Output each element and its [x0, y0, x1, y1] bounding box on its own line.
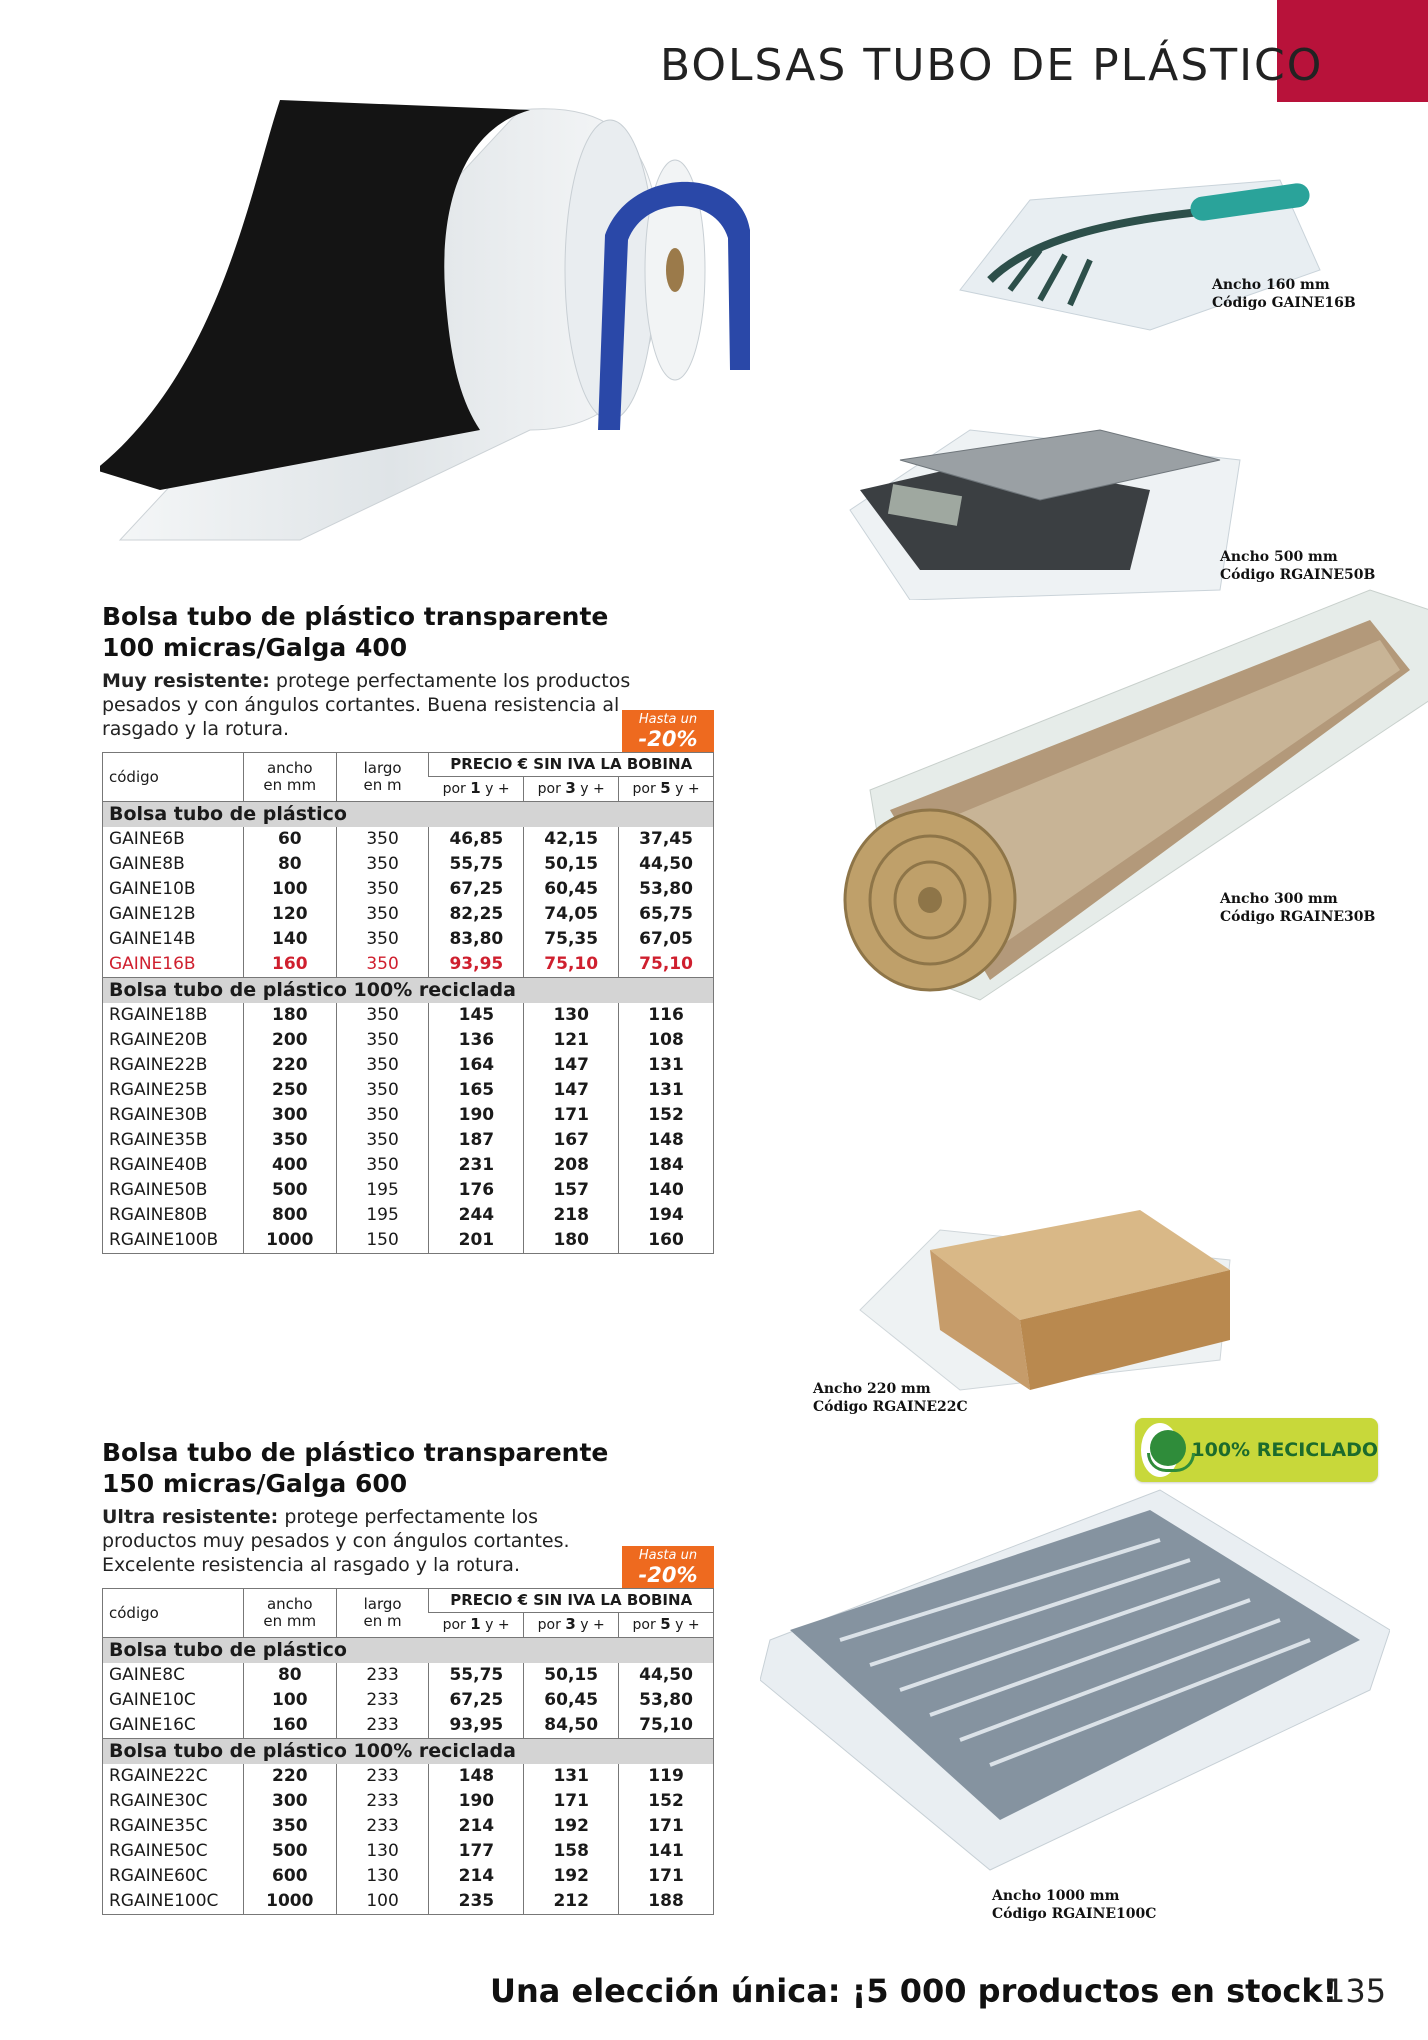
- table-cell: GAINE16C: [109, 1715, 196, 1735]
- table-row: [103, 1103, 714, 1128]
- table-cell: 130: [336, 1839, 429, 1864]
- table-row: [103, 902, 714, 927]
- plastic-roll-image: [100, 70, 760, 570]
- table-cell: 100: [243, 877, 336, 902]
- scale-bag-image: [820, 370, 1270, 600]
- table-cell: 190: [429, 1789, 524, 1814]
- section1-promo-badge: Hasta un -20%: [622, 710, 714, 752]
- table-cell: 233: [336, 1764, 429, 1789]
- table-cell: 37,45: [619, 827, 714, 852]
- table-row: [103, 1228, 714, 1254]
- table-cell: 80: [243, 852, 336, 877]
- table-cell: 44,50: [619, 852, 714, 877]
- table-cell: 192: [524, 1864, 619, 1889]
- table-cell: 131: [524, 1764, 619, 1789]
- table-cell: RGAINE20B: [109, 1030, 208, 1050]
- table-cell: GAINE8B: [109, 854, 185, 874]
- table-cell: 220: [243, 1053, 336, 1078]
- table-cell: 176: [429, 1178, 524, 1203]
- table-cell: 300: [243, 1789, 336, 1814]
- table-cell: 116: [619, 1003, 714, 1028]
- col-price-1: por 1 y +: [442, 779, 510, 797]
- table-cell: 50,15: [524, 1663, 619, 1688]
- table-cell: 120: [243, 902, 336, 927]
- table-row: [103, 1078, 714, 1103]
- wood-blocks-bag-image: [850, 1190, 1250, 1400]
- table-row: [103, 1889, 714, 1915]
- table-cell: 145: [429, 1003, 524, 1028]
- table-group-row: [103, 978, 714, 1004]
- table-cell: 147: [524, 1053, 619, 1078]
- section2-description: Ultra resistente: protege perfectamente los productos muy pesados y con ángulos cortantes. Excelente resistencia al rasgado y la rotura.: [102, 1506, 570, 1576]
- table-row: [103, 1789, 714, 1814]
- table-cell: 218: [524, 1203, 619, 1228]
- table-cell: 1000: [243, 1889, 336, 1915]
- section1-description: Muy resistente: protege perfectamente los productos pesados y con ángulos cortantes. Buena resistencia al rasgado y la rotura.: [102, 670, 631, 740]
- table-cell: 350: [336, 1153, 429, 1178]
- table-cell: 67,25: [429, 877, 524, 902]
- table-cell: 220: [243, 1764, 336, 1789]
- table-cell: 214: [429, 1814, 524, 1839]
- table-row: [103, 927, 714, 952]
- table-group-label: Bolsa tubo de plástico 100% reciclada: [103, 978, 714, 1004]
- table-cell: RGAINE60C: [109, 1866, 208, 1886]
- caption-tray: Ancho 1000 mm Código RGAINE100C: [992, 1888, 1157, 1922]
- table-group-row: [103, 1638, 714, 1664]
- table-cell: 60: [243, 827, 336, 852]
- col-price: PRECIO € SIN IVA LA BOBINA: [429, 753, 714, 777]
- table-cell: 75,10: [619, 1713, 714, 1739]
- col-price-3: por 3 y +: [524, 777, 619, 802]
- table-cell: 148: [429, 1764, 524, 1789]
- table-cell: 136: [429, 1028, 524, 1053]
- table-row: [103, 952, 714, 978]
- table-row: [103, 1203, 714, 1228]
- table-cell: 150: [336, 1228, 429, 1254]
- table-cell: 80: [243, 1663, 336, 1688]
- col-price-3: por 3 y +: [524, 1613, 619, 1638]
- table-cell: 131: [619, 1053, 714, 1078]
- table-cell: 500: [243, 1178, 336, 1203]
- table-cell: 195: [336, 1203, 429, 1228]
- table-cell: 55,75: [429, 852, 524, 877]
- table-row: [103, 1814, 714, 1839]
- col-code: código: [109, 1603, 159, 1622]
- table-cell: 192: [524, 1814, 619, 1839]
- table-cell: GAINE12B: [109, 904, 196, 924]
- table-cell: 131: [619, 1078, 714, 1103]
- table-cell: 44,50: [619, 1663, 714, 1688]
- table-cell: 148: [619, 1128, 714, 1153]
- table-cell: 60,45: [524, 877, 619, 902]
- table-cell: RGAINE40B: [109, 1155, 208, 1175]
- table-cell: 75,10: [619, 952, 714, 978]
- table-cell: 190: [429, 1103, 524, 1128]
- recycled-badge-text: 100% RECICLADO: [1191, 1439, 1378, 1461]
- table-cell: 152: [619, 1789, 714, 1814]
- table-cell: 140: [243, 927, 336, 952]
- table-cell: 350: [336, 1078, 429, 1103]
- table-cell: 177: [429, 1839, 524, 1864]
- table-cell: 350: [336, 1028, 429, 1053]
- table-cell: 171: [619, 1814, 714, 1839]
- table-row: [103, 1839, 714, 1864]
- section1-title-line1: Bolsa tubo de plástico transparente: [102, 602, 609, 631]
- table-cell: 75,35: [524, 927, 619, 952]
- table-row: [103, 1764, 714, 1789]
- table-cell: 350: [336, 1003, 429, 1028]
- table-cell: 93,95: [429, 952, 524, 978]
- metal-tray-bag-image: [760, 1480, 1390, 1880]
- table-cell: 60,45: [524, 1688, 619, 1713]
- table-cell: 100: [336, 1889, 429, 1915]
- table-cell: 108: [619, 1028, 714, 1053]
- table-cell: 350: [336, 1103, 429, 1128]
- table-cell: 233: [336, 1814, 429, 1839]
- table-cell: 46,85: [429, 827, 524, 852]
- table-row: [103, 1053, 714, 1078]
- table-cell: 65,75: [619, 902, 714, 927]
- section2-price-table: [102, 1588, 714, 1915]
- table-cell: 171: [619, 1864, 714, 1889]
- table-cell: GAINE8C: [109, 1665, 185, 1685]
- table-cell: 84,50: [524, 1713, 619, 1739]
- table-cell: 350: [336, 852, 429, 877]
- table-cell: 500: [243, 1839, 336, 1864]
- table-group-label: Bolsa tubo de plástico: [103, 802, 714, 828]
- table-row: [103, 1864, 714, 1889]
- table-cell: 171: [524, 1789, 619, 1814]
- table-cell: 233: [336, 1663, 429, 1688]
- table-cell: 100: [243, 1688, 336, 1713]
- table-row: [103, 1128, 714, 1153]
- col-price-5: por 5 y +: [619, 777, 714, 802]
- table-group-row: [103, 802, 714, 828]
- table-cell: 235: [429, 1889, 524, 1915]
- table-cell: 188: [619, 1889, 714, 1915]
- section2-heading: [102, 1437, 608, 1499]
- table-row: [103, 852, 714, 877]
- section1-title-line2: 100 micras/Galga 400: [102, 633, 408, 662]
- table-cell: 233: [336, 1713, 429, 1739]
- table-cell: GAINE14B: [109, 929, 196, 949]
- table-cell: RGAINE50B: [109, 1180, 208, 1200]
- table-cell: 350: [336, 877, 429, 902]
- col-width: ancho en mm: [243, 753, 336, 802]
- globe-hands-icon: [1141, 1423, 1179, 1477]
- table-cell: 600: [243, 1864, 336, 1889]
- table-cell: 350: [336, 827, 429, 852]
- table-row: [103, 1663, 714, 1688]
- table-cell: 1000: [243, 1228, 336, 1254]
- table-row: [103, 1153, 714, 1178]
- table-cell: 83,80: [429, 927, 524, 952]
- table-cell: 164: [429, 1053, 524, 1078]
- table-cell: RGAINE18B: [109, 1005, 208, 1025]
- table-cell: 75,10: [524, 952, 619, 978]
- table-row: [103, 1028, 714, 1053]
- table-cell: 187: [429, 1128, 524, 1153]
- table-row: [103, 827, 714, 852]
- table-cell: 157: [524, 1178, 619, 1203]
- table-cell: 82,25: [429, 902, 524, 927]
- caption-carpet: Ancho 300 mm Código RGAINE30B: [1220, 891, 1376, 925]
- table-cell: 50,15: [524, 852, 619, 877]
- caption-tool: Ancho 160 mm Código GAINE16B: [1212, 277, 1356, 311]
- col-price-1: por 1 y +: [442, 1615, 510, 1633]
- footer-slogan: Una elección única: ¡5 000 productos en stock!: [490, 1972, 1338, 2010]
- rolled-carpet-bag-image: [810, 580, 1428, 1060]
- section2-title-line2: 150 micras/Galga 600: [102, 1469, 408, 1498]
- table-cell: 800: [243, 1203, 336, 1228]
- col-price: PRECIO € SIN IVA LA BOBINA: [429, 1589, 714, 1613]
- table-cell: 231: [429, 1153, 524, 1178]
- table-cell: 171: [524, 1103, 619, 1128]
- table-cell: 165: [429, 1078, 524, 1103]
- table-cell: 350: [336, 952, 429, 978]
- table-cell: 55,75: [429, 1663, 524, 1688]
- col-length: largo en m: [336, 1589, 429, 1638]
- table-cell: RGAINE22B: [109, 1055, 208, 1075]
- table-cell: GAINE10B: [109, 879, 196, 899]
- table-cell: 208: [524, 1153, 619, 1178]
- table-cell: 93,95: [429, 1713, 524, 1739]
- table-cell: 74,05: [524, 902, 619, 927]
- table-cell: RGAINE35B: [109, 1130, 208, 1150]
- col-price-5: por 5 y +: [619, 1613, 714, 1638]
- table-cell: RGAINE30C: [109, 1791, 208, 1811]
- table-cell: 152: [619, 1103, 714, 1128]
- table-cell: 350: [336, 1128, 429, 1153]
- table-cell: 350: [336, 927, 429, 952]
- caption-scale: Ancho 500 mm Código RGAINE50B: [1220, 549, 1376, 583]
- page-number: 135: [1325, 1972, 1387, 2010]
- table-cell: 147: [524, 1078, 619, 1103]
- table-cell: RGAINE80B: [109, 1205, 208, 1225]
- table-cell: 350: [336, 1053, 429, 1078]
- table-cell: 200: [243, 1028, 336, 1053]
- page-title: BOLSAS TUBO DE PLÁSTICO: [660, 40, 1324, 91]
- table-cell: 180: [524, 1228, 619, 1254]
- table-cell: 130: [524, 1003, 619, 1028]
- table-cell: 53,80: [619, 877, 714, 902]
- col-code: código: [109, 767, 159, 786]
- section2-title-line1: Bolsa tubo de plástico transparente: [102, 1438, 609, 1467]
- table-cell: RGAINE100C: [109, 1891, 219, 1911]
- table-cell: 160: [619, 1228, 714, 1254]
- table-cell: 167: [524, 1128, 619, 1153]
- table-cell: 300: [243, 1103, 336, 1128]
- table-cell: GAINE10C: [109, 1690, 196, 1710]
- table-group-label: Bolsa tubo de plástico: [103, 1638, 714, 1664]
- table-group-row: [103, 1739, 714, 1765]
- table-cell: 350: [336, 902, 429, 927]
- recycled-badge: [1135, 1418, 1378, 1482]
- table-cell: 67,05: [619, 927, 714, 952]
- table-cell: 180: [243, 1003, 336, 1028]
- table-cell: 130: [336, 1864, 429, 1889]
- table-cell: RGAINE22C: [109, 1766, 208, 1786]
- table-row: [103, 1003, 714, 1028]
- table-cell: RGAINE100B: [109, 1230, 219, 1250]
- table-cell: RGAINE35C: [109, 1816, 208, 1836]
- table-cell: 184: [619, 1153, 714, 1178]
- section1-heading: [102, 601, 608, 663]
- table-cell: 67,25: [429, 1688, 524, 1713]
- table-row: [103, 1713, 714, 1739]
- caption-wood: Ancho 220 mm Código RGAINE22C: [813, 1381, 968, 1415]
- table-row: [103, 1688, 714, 1713]
- section1-price-table: [102, 752, 714, 1254]
- table-cell: 350: [243, 1128, 336, 1153]
- table-cell: GAINE16B: [109, 954, 196, 974]
- table-cell: 53,80: [619, 1688, 714, 1713]
- table-cell: 195: [336, 1178, 429, 1203]
- table-cell: 194: [619, 1203, 714, 1228]
- table-cell: 400: [243, 1153, 336, 1178]
- table-cell: 158: [524, 1839, 619, 1864]
- table-row: [103, 877, 714, 902]
- table-cell: 42,15: [524, 827, 619, 852]
- table-cell: RGAINE25B: [109, 1080, 208, 1100]
- table-cell: 244: [429, 1203, 524, 1228]
- col-length: largo en m: [336, 753, 429, 802]
- table-cell: 233: [336, 1688, 429, 1713]
- table-cell: 350: [243, 1814, 336, 1839]
- table-cell: 160: [243, 952, 336, 978]
- col-width: ancho en mm: [243, 1589, 336, 1638]
- table-cell: 250: [243, 1078, 336, 1103]
- garden-tool-bag-image: [950, 160, 1330, 340]
- table-cell: 212: [524, 1889, 619, 1915]
- table-cell: 233: [336, 1789, 429, 1814]
- table-cell: RGAINE50C: [109, 1841, 208, 1861]
- table-cell: 140: [619, 1178, 714, 1203]
- table-cell: GAINE6B: [109, 829, 185, 849]
- table-cell: 214: [429, 1864, 524, 1889]
- table-cell: 201: [429, 1228, 524, 1254]
- table-cell: 121: [524, 1028, 619, 1053]
- section2-promo-badge: Hasta un -20%: [622, 1546, 714, 1588]
- table-row: [103, 1178, 714, 1203]
- table-cell: 119: [619, 1764, 714, 1789]
- table-group-label: Bolsa tubo de plástico 100% reciclada: [103, 1739, 714, 1765]
- table-cell: 160: [243, 1713, 336, 1739]
- table-cell: RGAINE30B: [109, 1105, 208, 1125]
- table-cell: 141: [619, 1839, 714, 1864]
